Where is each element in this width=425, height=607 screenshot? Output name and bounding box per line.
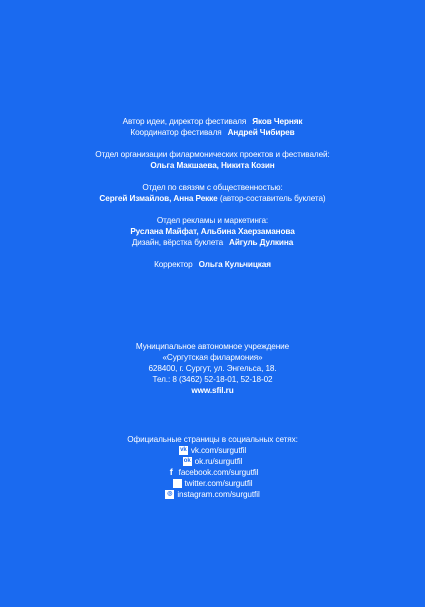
social-link-vk[interactable]	[0, 445, 425, 456]
credit-corrector-label: Корректор	[154, 260, 193, 269]
ad-dept-names: Руслана Майфат, Альбина Хаерзаманова	[130, 227, 295, 236]
pr-dept-row	[0, 193, 425, 204]
institution-block	[0, 341, 425, 396]
credit-design-name: Айгуль Дулкина	[229, 238, 294, 247]
social-link-twitter[interactable]	[0, 478, 425, 489]
credits-block	[0, 116, 425, 270]
social-block	[0, 434, 425, 500]
instagram-icon: ◎	[167, 491, 173, 497]
credit-corrector-name: Ольга Кульчицкая	[198, 260, 271, 269]
institution-type: Муниципальное автономное учреждение	[135, 342, 290, 351]
credit-coordinator	[0, 127, 425, 138]
phil-dept-label: Отдел организации филармонических проектов и фестивалей:	[95, 150, 330, 159]
credit-coordinator-name: Андрей Чибирев	[227, 128, 295, 137]
vk-icon: vk	[180, 447, 187, 453]
institution-address: 628400, г. Сургут, ул. Энгельса, 18.	[148, 364, 277, 373]
website-link-row[interactable]	[0, 385, 425, 396]
credit-idea-name: Яков Черняк	[252, 117, 303, 126]
pr-dept-names: Сергей Измайлов, Анна Рекке	[99, 194, 218, 203]
social-link-text[interactable]: instagram.com/surgutfil	[177, 490, 260, 499]
social-link-text[interactable]: facebook.com/surgutfil	[178, 468, 259, 477]
credit-idea-label: Автор идеи, директор фестиваля	[122, 117, 247, 126]
credit-coordinator-label: Координатор фестиваля	[130, 128, 222, 137]
institution-name: «Сургутская филармония»	[162, 353, 263, 362]
institution-phone: Тел.: 8 (3462) 52-18-01, 52-18-02	[152, 375, 273, 384]
ad-dept-label: Отдел рекламы и маркетинга:	[156, 216, 269, 225]
social-link-text[interactable]: vk.com/surgutfil	[190, 446, 247, 455]
social-link-text[interactable]: ok.ru/surgutfil	[194, 457, 243, 466]
social-heading: Официальные страницы в социальных сетях:	[127, 435, 298, 444]
pr-dept-label: Отдел по связям с общественностью:	[142, 183, 283, 192]
credit-design-label: Дизайн, вёрстка буклета	[131, 238, 224, 247]
ad-dept-names-row	[0, 226, 425, 237]
odnoklassniki-icon: ok	[183, 458, 191, 464]
phil-dept-names-row	[0, 160, 425, 171]
phil-dept-names: Ольга Макшаева, Никита Козин	[150, 161, 275, 170]
social-link-facebook[interactable]	[0, 467, 425, 478]
social-link-instagram[interactable]	[0, 489, 425, 500]
credit-corrector	[0, 259, 425, 270]
social-link-ok[interactable]	[0, 456, 425, 467]
credit-idea	[0, 116, 425, 127]
pr-dept-note: (автор-составитель буклета)	[219, 194, 326, 203]
credit-design	[0, 237, 425, 248]
social-link-text[interactable]: twitter.com/surgutfil	[184, 479, 253, 488]
website-link[interactable]: www.sfil.ru	[191, 386, 234, 395]
facebook-icon: f	[169, 467, 173, 477]
twitter-icon	[173, 479, 182, 488]
